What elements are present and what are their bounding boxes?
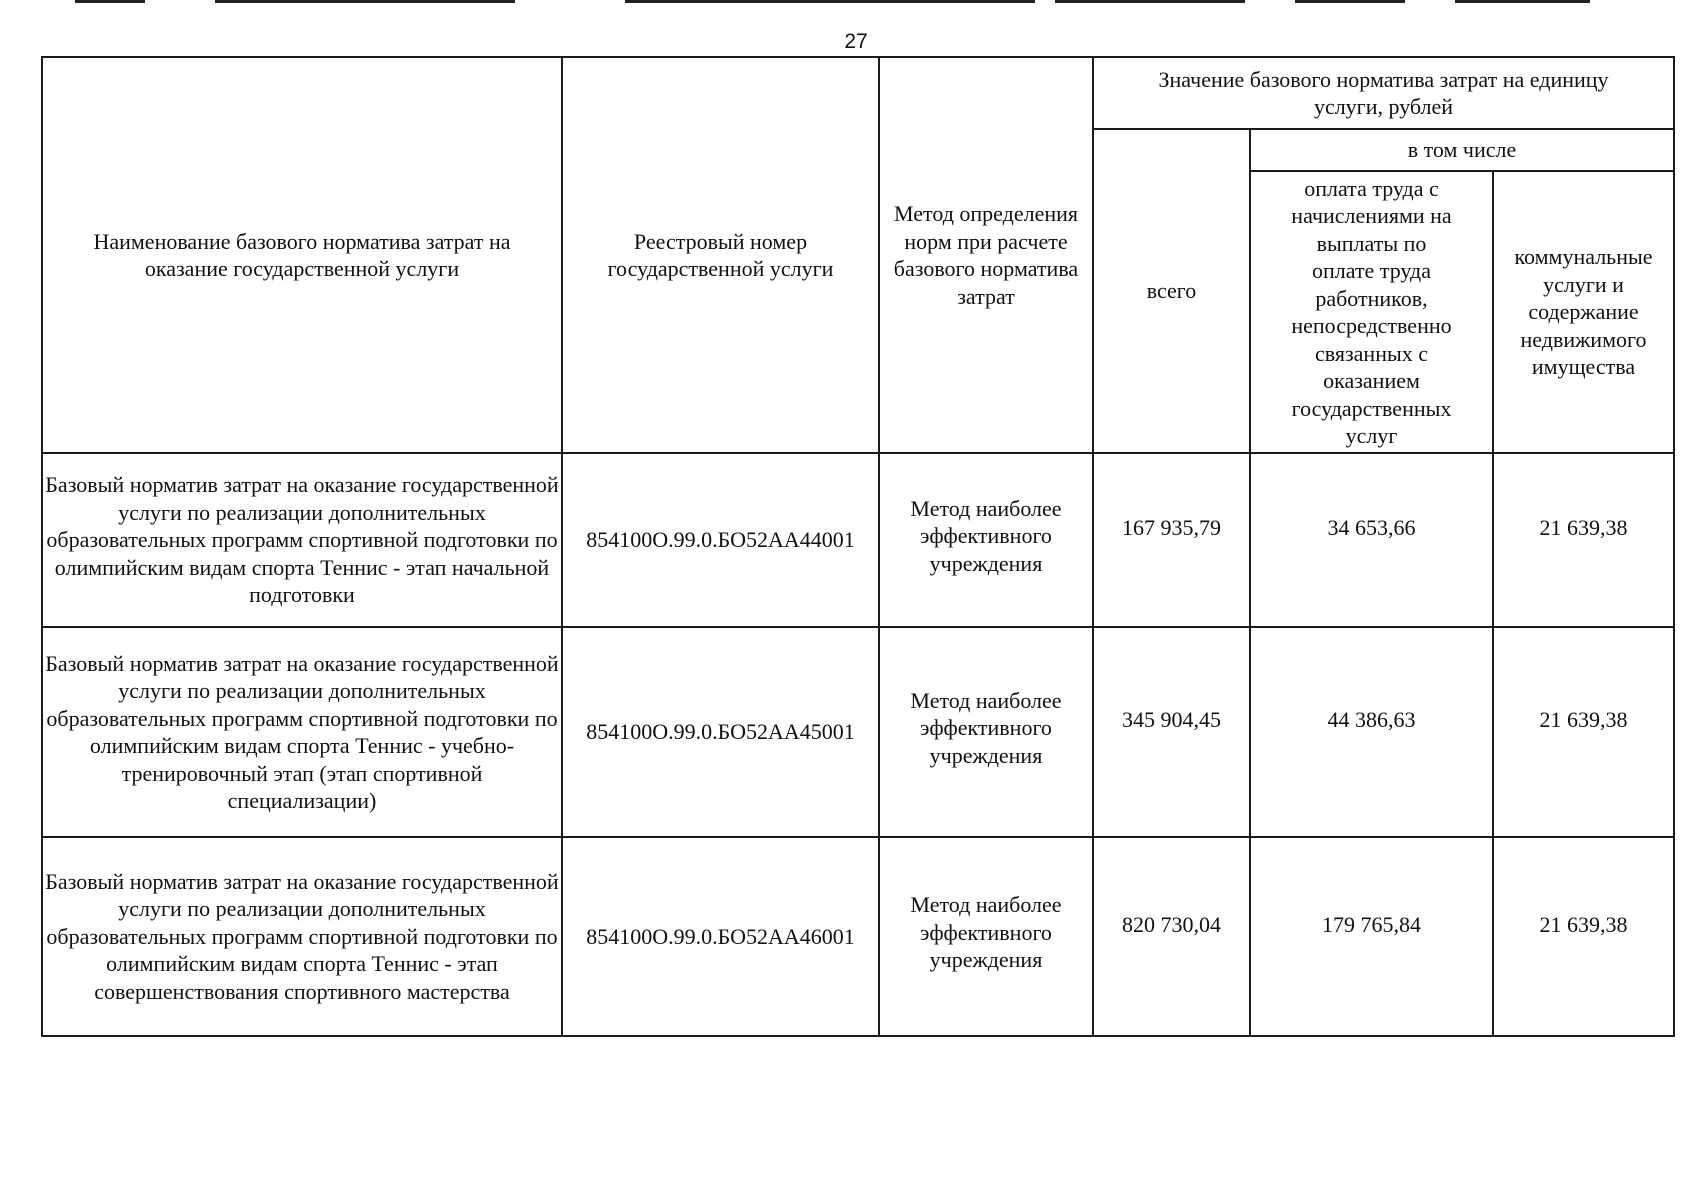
total-value: 820 730,04 <box>1122 911 1221 937</box>
utilities-cell <box>1493 837 1674 1036</box>
scan-edge-line <box>1055 0 1245 3</box>
registry-number-cell: 854100О.99.0.БО52АА45001 <box>562 627 879 837</box>
labor-value: 34 653,66 <box>1327 515 1416 541</box>
total-value: 345 904,45 <box>1122 707 1221 733</box>
norm-name-cell: Базовый норматив затрат на оказание государственной услуги по реализации дополнительных образовательных программ спортивной подготовки по олимпийским видам спорта Теннис - учебно-тренировочный этап (этап спортивной специализации) <box>42 627 562 837</box>
table-row <box>42 627 1674 837</box>
total-value: 167 935,79 <box>1122 515 1221 541</box>
header-labor: оплата труда с начислениями на выплаты по оплате труда работников, непосредственно связанных с оказанием государственных услуг <box>1250 171 1493 453</box>
labor-cell <box>1250 627 1493 837</box>
registry-number-cell: 854100О.99.0.БО52АА44001 <box>562 453 879 627</box>
norm-table <box>41 56 1675 1037</box>
header-value-group: Значение базового норматива затрат на единицу услуги, рублей <box>1093 57 1674 129</box>
scan-edge-line <box>75 0 145 3</box>
labor-cell <box>1250 453 1493 627</box>
header-utilities: коммунальные услуги и содержание недвижимого имущества <box>1493 171 1674 453</box>
method-text: Метод наиболее эффективного учреждения <box>910 495 1062 576</box>
method-cell <box>879 453 1093 627</box>
norm-name-cell: Базовый норматив затрат на оказание государственной услуги по реализации дополнительных образовательных программ спортивной подготовки по олимпийским видам спорта Теннис - этап начальной подготовки <box>42 453 562 627</box>
utilities-cell <box>1493 453 1674 627</box>
table-row <box>42 837 1674 1036</box>
header-row <box>42 57 1674 129</box>
method-text: Метод наиболее эффективного учреждения <box>910 687 1062 768</box>
labor-value: 44 386,63 <box>1327 707 1416 733</box>
header-method: Метод определения норм при расчете базового норматива затрат <box>879 57 1093 453</box>
method-cell <box>879 837 1093 1036</box>
total-cell <box>1093 837 1250 1036</box>
header-total: всего <box>1093 129 1250 453</box>
utilities-value: 21 639,38 <box>1539 911 1628 937</box>
labor-value: 179 765,84 <box>1322 911 1421 937</box>
scan-edge-line <box>625 0 1035 3</box>
utilities-value: 21 639,38 <box>1539 515 1628 541</box>
labor-cell <box>1250 837 1493 1036</box>
scan-edge-line <box>215 0 515 3</box>
norm-name-cell: Базовый норматив затрат на оказание государственной услуги по реализации дополнительных образовательных программ спортивной подготовки по олимпийским видам спорта Теннис - этап совершенствования спортивного мастерства <box>42 837 562 1036</box>
utilities-value: 21 639,38 <box>1539 707 1628 733</box>
table-row <box>42 453 1674 627</box>
method-text: Метод наиболее эффективного учреждения <box>910 892 1062 973</box>
utilities-cell <box>1493 627 1674 837</box>
scan-edge-line <box>1455 0 1590 3</box>
header-name: Наименование базового норматива затрат на оказание государственной услуги <box>42 57 562 453</box>
method-cell <box>879 627 1093 837</box>
total-cell <box>1093 453 1250 627</box>
registry-number-cell: 854100О.99.0.БО52АА46001 <box>562 837 879 1036</box>
scan-edge-line <box>1295 0 1405 3</box>
header-including: в том числе <box>1250 129 1674 171</box>
total-cell <box>1093 627 1250 837</box>
header-registry: Реестровый номер государственной услуги <box>562 57 879 453</box>
page-number: 27 <box>844 30 868 53</box>
